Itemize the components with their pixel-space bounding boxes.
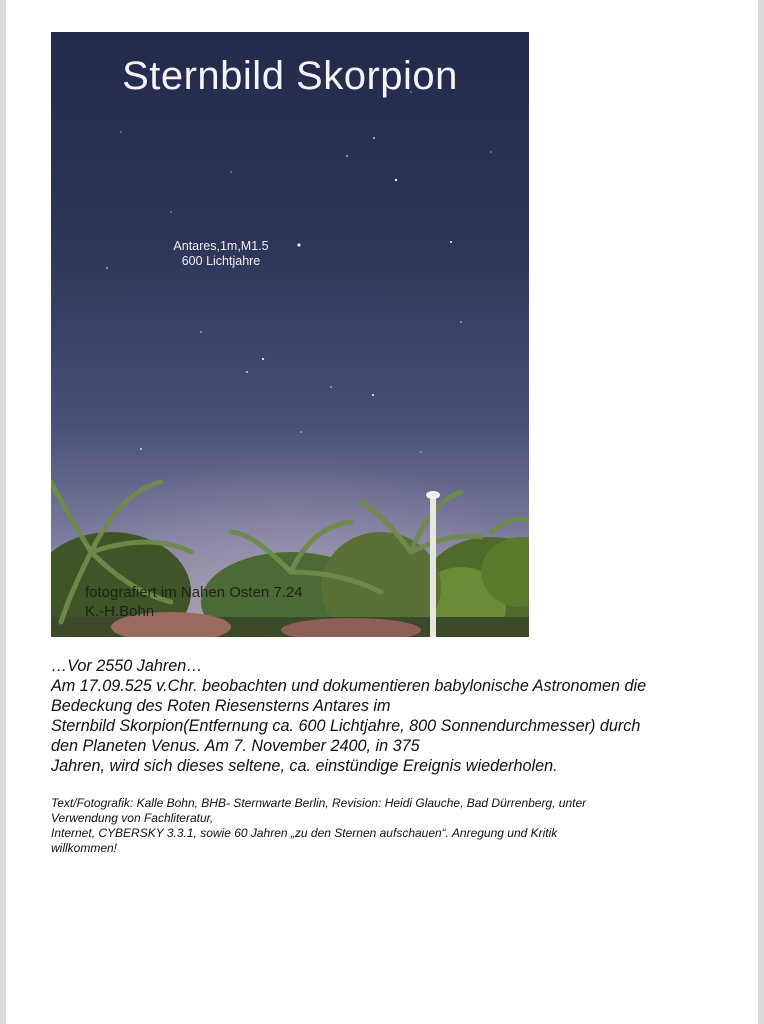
main-text-line: den Planeten Venus. Am 7. November 2400, in 375 bbox=[51, 737, 420, 755]
main-text-line: Bedeckung des Roten Riesensterns Antares im bbox=[51, 697, 391, 715]
night-sky-photo-graphic bbox=[51, 32, 529, 637]
main-text-line: Sternbild Skorpion(Entfernung ca. 600 Lichtjahre, 800 Sonnendurchmesser) durch bbox=[51, 717, 641, 735]
document-page bbox=[6, 0, 758, 1024]
photo-title: Sternbild Skorpion bbox=[122, 54, 458, 98]
footnote-line: Verwendung von Fachliteratur, bbox=[51, 811, 214, 825]
night-sky-photo bbox=[51, 32, 529, 637]
main-text bbox=[51, 656, 751, 776]
main-text-line: Jahren, wird sich dieses seltene, ca. einstündige Ereignis wiederholen. bbox=[51, 757, 558, 775]
photo-credit-line-2: K.-H.Bohn bbox=[85, 603, 155, 620]
photo-credit-line-1: fotografiert im Nahen Osten 7.24 bbox=[85, 584, 303, 601]
antares-label-line-1: Antares,1m,M1.5 bbox=[173, 239, 269, 253]
footnote-line: Text/Fotografik: Kalle Bohn, BHB- Sternwarte Berlin, Revision: Heidi Glauche, Bad Dürrenberg, unter bbox=[51, 796, 587, 810]
photo-credit bbox=[85, 583, 303, 621]
main-text-line: …Vor 2550 Jahren… bbox=[51, 657, 203, 675]
main-text-line: Am 17.09.525 v.Chr. beobachten und dokumentieren babylonische Astronomen die bbox=[51, 677, 647, 695]
antares-label-line-2: 600 Lichtjahre bbox=[181, 254, 261, 268]
footnote-text bbox=[51, 796, 741, 856]
footnote-line: Internet, CYBERSKY 3.3.1, sowie 60 Jahren „zu den Sternen aufschauen“. Anregung und Kritik bbox=[51, 826, 558, 840]
footnote-line: willkommen! bbox=[51, 841, 118, 855]
antares-label bbox=[161, 239, 281, 269]
